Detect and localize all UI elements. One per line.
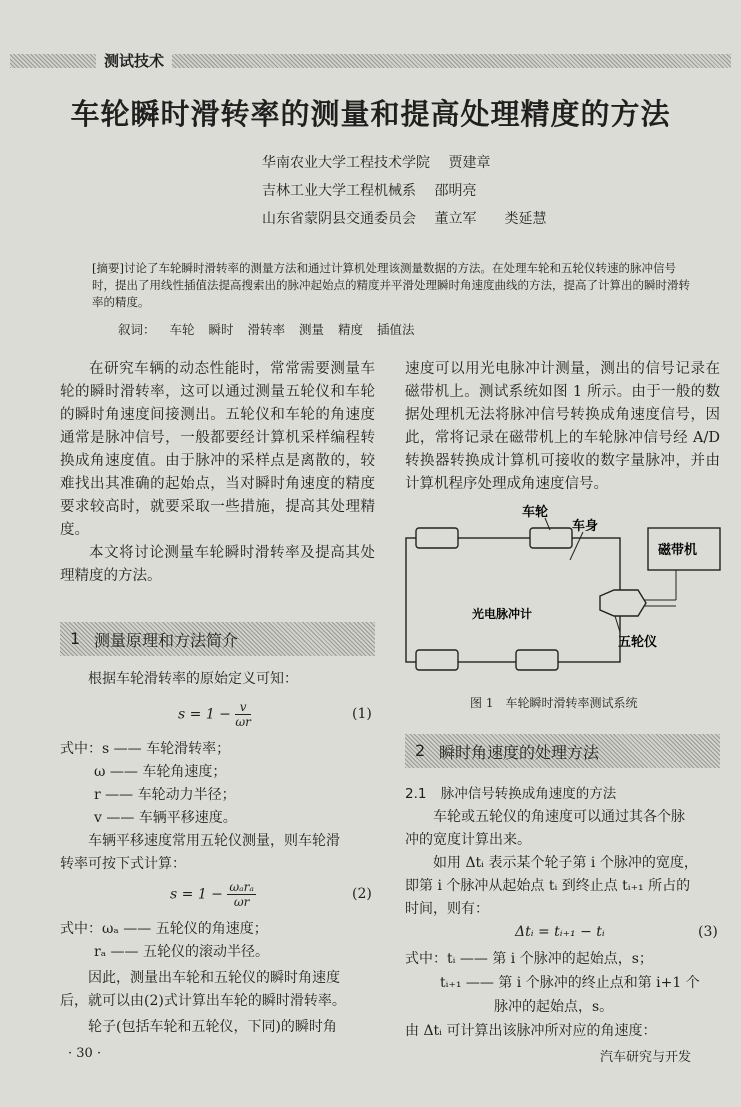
affiliation-authors: 邵明亮 <box>434 183 477 199</box>
keywords <box>118 320 425 338</box>
s1-line: 轮子(包括车轮和五轮仪，下同)的瞬时角 <box>88 1019 337 1035</box>
wheel-front-left <box>530 528 572 548</box>
affiliation-org: 山东省蒙阴县交通委员会 <box>262 211 416 227</box>
keyword: 车轮 <box>169 322 195 337</box>
s1-line: 根据车轮滑转率的原始定义可知： <box>88 671 298 687</box>
paper-title: 车轮瞬时滑转率的测量和提高处理精度的方法 <box>70 97 671 131</box>
label-tape-recorder: 磁带机 <box>658 543 698 558</box>
subsection-number: 2.1 <box>405 786 427 802</box>
subsection-title: 脉冲信号转换成角速度的方法 <box>440 786 617 802</box>
s1-line: 车辆平移速度常用五轮仪测量，则车轮滑 <box>88 833 340 849</box>
label-pulse-counter: 光电脉冲计 <box>472 607 533 621</box>
affiliation-authors: 董立军 类延慧 <box>434 211 547 227</box>
affiliation-2 <box>262 180 490 200</box>
section-1-header <box>60 622 375 656</box>
intro-paragraph-2: 本文将讨论测量车轮瞬时滑转率及提高其处理精度的方法。 <box>60 545 375 584</box>
vehicle-body-outline <box>406 538 620 662</box>
s2-line: 时间，则有： <box>405 901 489 917</box>
intro-text <box>60 358 375 588</box>
keyword: 精度 <box>338 322 364 337</box>
s1-line: 因此，测量出车轮和五轮仪的瞬时角速度 <box>88 970 340 986</box>
where-line: 式中：tᵢ —— 第 i 个脉冲的起始点，s； <box>405 951 653 967</box>
abstract <box>92 260 692 311</box>
affiliation-org: 吉林工业大学工程机械系 <box>262 183 416 199</box>
figure-caption: 图 1 车轮瞬时滑转率测试系统 <box>470 696 638 710</box>
s2-line: 冲的宽度计算出来。 <box>405 832 531 848</box>
figure-1-diagram <box>400 500 730 690</box>
where-line: rₐ —— 五轮仪的滚动半径。 <box>94 944 269 960</box>
eq2-numerator: ωₐrₐ <box>229 880 254 894</box>
eq2-denominator: ωr <box>233 895 250 909</box>
where-line: r —— 车轮动力半径； <box>94 787 236 803</box>
page-number: · 30 · <box>68 1046 102 1061</box>
s2-line: 车轮或五轮仪的角速度可以通过其各个脉 <box>433 809 685 825</box>
section-number: 1 <box>70 629 81 648</box>
right-intro-paragraph: 速度可以用光电脉冲计测量，测出的信号记录在磁带机上。测试系统如图 1 所示。由于一般的数据处理机无法将脉冲信号转换成角速度信号，因此，常将记录在磁带机上的车轮脉冲信号经 A/D 转换器转换成计算机可接收的数字量脉冲，并由计算机程序处理成角速度信号。 <box>405 361 720 492</box>
s2-line: 即第 i 个脉冲从起始点 tᵢ 到终止点 tᵢ₊₁ 所占的 <box>405 878 691 894</box>
right-intro <box>405 358 720 496</box>
label-body: 车身 <box>572 519 599 534</box>
subsection-2-1-heading <box>405 782 616 802</box>
eq2-fraction <box>227 880 256 909</box>
equation-number: (1) <box>352 706 372 722</box>
affiliation-authors: 贾建章 <box>448 155 491 171</box>
section-title: 瞬时角速度的处理方法 <box>439 743 600 762</box>
s1-line: 转率可按下式计算： <box>60 856 186 872</box>
keyword: 测量 <box>299 322 325 337</box>
intro-paragraph-1: 在研究车辆的动态性能时，常常需要测量车轮的瞬时滑转率，这可以通过测量五轮仪和车轮的瞬时角速度间接测出。五轮仪和车轮的角速度通常是脉冲信号，一般都要经计算机采样编程转换成角速度值。由于脉冲的采样点是离散的，较难找出其准确的起始点，当对瞬时角速度的精度要求较高时，就要采取一些措施，提高其处理精度。 <box>60 361 375 538</box>
where-line: 式中：ωₐ —— 五轮仪的角速度； <box>60 921 268 937</box>
where-line: v —— 车辆平移速度。 <box>94 810 237 826</box>
abstract-label: [摘要] <box>92 261 124 275</box>
abstract-text: 讨论了车轮瞬时滑转率的测量方法和通过计算机处理该测量数据的方法。在处理车轮和五轮仪转速的脉冲信号时，提出了用线性插值法提高搜索出的脉冲起始点的精度并平滑处理瞬时角速度曲线的方法，提高了计算出的瞬时滑转率的精度。 <box>92 261 690 309</box>
s2-line: 由 Δtᵢ 可计算出该脉冲所对应的角速度： <box>405 1023 657 1039</box>
section-tag: 测试技术 <box>96 50 172 71</box>
where-line: 脉冲的起始点，s。 <box>494 999 614 1015</box>
where-line: 式中：s —— 车轮滑转率； <box>60 741 231 757</box>
wheel-rear-right <box>416 650 458 670</box>
eq2-lhs: s = 1 − <box>170 886 223 903</box>
keyword: 瞬时 <box>208 322 234 337</box>
eq1-fraction <box>235 700 251 729</box>
equation-1 <box>178 700 251 729</box>
affiliation-org: 华南农业大学工程技术学院 <box>262 155 430 171</box>
eq1-lhs: s = 1 − <box>178 706 231 723</box>
where-line: tᵢ₊₁ —— 第 i 个脉冲的终止点和第 i+1 个 <box>440 975 700 991</box>
keyword: 插值法 <box>377 322 415 337</box>
affiliation-3 <box>262 208 560 228</box>
eq1-numerator: v <box>235 700 251 715</box>
wheel-front-right <box>516 650 558 670</box>
keywords-label: 叙词： <box>118 322 156 337</box>
equation-2 <box>170 880 256 909</box>
where-line: ω —— 车轮角速度； <box>94 764 227 780</box>
fifth-wheel-leader-line <box>615 616 620 632</box>
equation-3: Δtᵢ = tᵢ₊₁ − tᵢ <box>515 924 605 940</box>
section-title: 测量原理和方法简介 <box>94 631 239 650</box>
equation-number: (2) <box>352 886 372 902</box>
s2-line: 如用 Δtᵢ 表示某个轮子第 i 个脉冲的宽度， <box>433 855 698 871</box>
label-wheel: 车轮 <box>522 505 549 520</box>
wheel-rear-left <box>416 528 458 548</box>
eq1-denominator: ωr <box>235 715 251 729</box>
s1-line: 后，就可以由(2)式计算出车轮的瞬时滑转率。 <box>60 993 346 1009</box>
label-fifth-wheel: 五轮仪 <box>618 635 658 650</box>
fifth-wheel-icon <box>600 590 646 616</box>
affiliation-1 <box>262 152 504 172</box>
keyword: 滑转率 <box>247 322 286 337</box>
journal-name: 汽车研究与开发 <box>600 1050 692 1065</box>
equation-number: (3) <box>698 924 718 940</box>
section-2-header <box>405 734 720 768</box>
section-number: 2 <box>415 741 426 760</box>
